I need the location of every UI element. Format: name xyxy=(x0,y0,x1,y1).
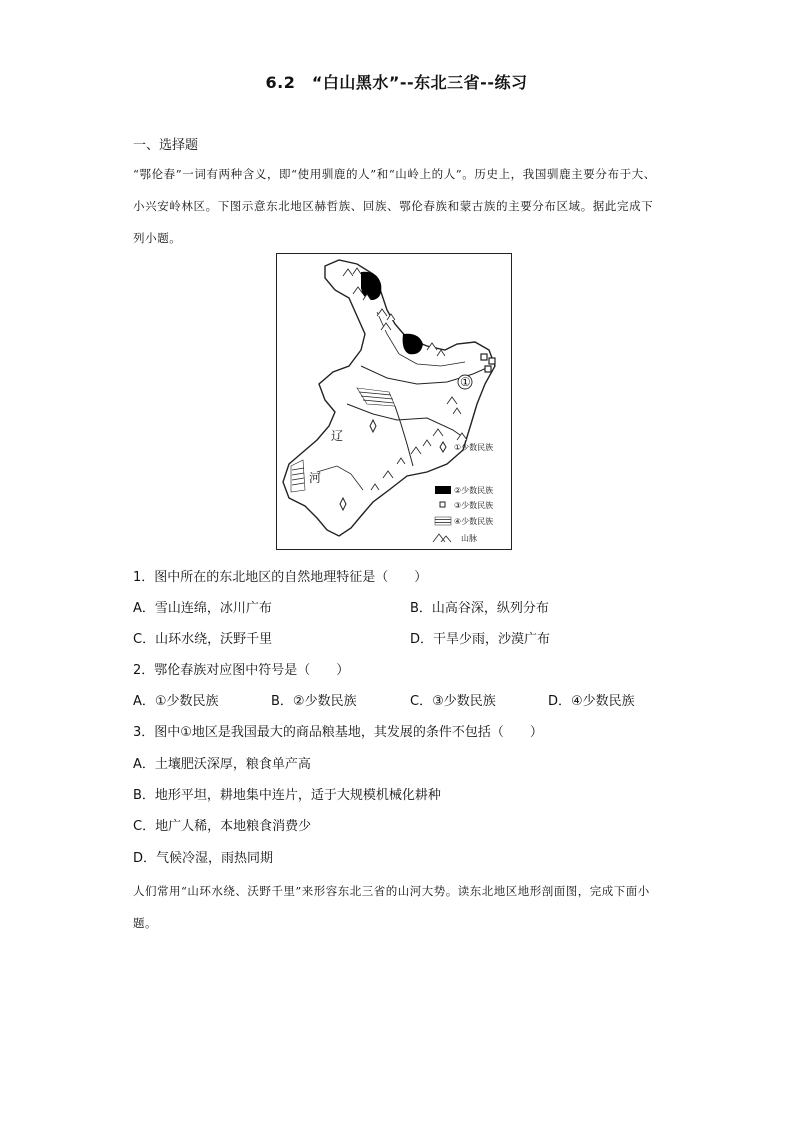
region-2-blob xyxy=(403,334,423,355)
intro-paragraph: “鄂伦春”一词有两种含义，即“使用驯鹿的人”和“山岭上的人”。历史上，我国驯鹿主要分布于大、小兴安岭林区。下图示意东北地区赫哲族、回族、鄂伦春族和蒙古族的主要分布区域。据此完成下列小题。 xyxy=(133,167,656,245)
legend-black-icon xyxy=(435,486,451,494)
question-2-option-b[interactable]: B．②少数民族 xyxy=(271,694,357,709)
question-1-option-d[interactable]: D．干旱少雨，沙漠广布 xyxy=(410,632,551,647)
question-2-option-c[interactable]: C．③少数民族 xyxy=(410,694,496,709)
section-heading: 一、选择题 xyxy=(133,138,199,153)
region-3-square xyxy=(485,366,491,372)
region-3-square xyxy=(489,358,495,364)
question-3-option-b[interactable]: B．地形平坦，耕地集中连片，适于大规模机械化耕种 xyxy=(133,788,441,803)
question-2-stem: 2．鄂伦春族对应图中符号是（ ） xyxy=(133,663,350,678)
river-label-he: 河 xyxy=(309,471,322,485)
question-1-option-b[interactable]: B．山高谷深，纵列分布 xyxy=(410,601,549,616)
question-3-option-a[interactable]: A．土壤肥沃深厚，粮食单产高 xyxy=(133,757,311,772)
question-1-option-a[interactable]: A．雪山连绵，冰川广布 xyxy=(133,601,272,616)
legend-label: ②少数民族 xyxy=(454,486,494,495)
region-label: ① xyxy=(460,375,471,389)
question-3-stem: 3．图中①地区是我国最大的商品粮基地，其发展的条件不包括（ ） xyxy=(133,725,543,740)
legend-square-icon xyxy=(440,502,445,507)
question-3-option-d[interactable]: D．气候冷湿，雨热同期 xyxy=(133,851,274,866)
page-title: 6.2 “白山黑水”--东北三省--练习 xyxy=(265,73,528,92)
region-2-blob xyxy=(361,272,381,300)
river-label-liao: 辽 xyxy=(331,429,344,443)
legend-mountain-icon xyxy=(433,534,451,542)
question-2-option-d[interactable]: D．④少数民族 xyxy=(548,694,635,709)
question-1-stem: 1．图中所在的东北地区的自然地理特征是（ ） xyxy=(133,570,428,585)
question-2-option-a[interactable]: A．①少数民族 xyxy=(133,694,219,709)
northeast-map-figure xyxy=(276,253,512,550)
legend-label: ③少数民族 xyxy=(454,501,494,510)
question-1-option-c[interactable]: C．山环水绕，沃野千里 xyxy=(133,632,273,647)
legend-label: 山脉 xyxy=(461,534,477,543)
question-3-option-c[interactable]: C．地广人稀，本地粮食消费少 xyxy=(133,819,312,834)
northeast-map xyxy=(277,254,511,549)
region-3-square xyxy=(481,354,487,360)
legend-label: ④少数民族 xyxy=(454,517,494,526)
closing-paragraph: 人们常用“山环水绕、沃野千里”来形容东北三省的山河大势。读东北地区地形剖面图，完成下面小题。 xyxy=(133,884,650,930)
legend-label: ①少数民族 xyxy=(454,443,494,452)
legend-hatch-icon xyxy=(435,517,451,525)
